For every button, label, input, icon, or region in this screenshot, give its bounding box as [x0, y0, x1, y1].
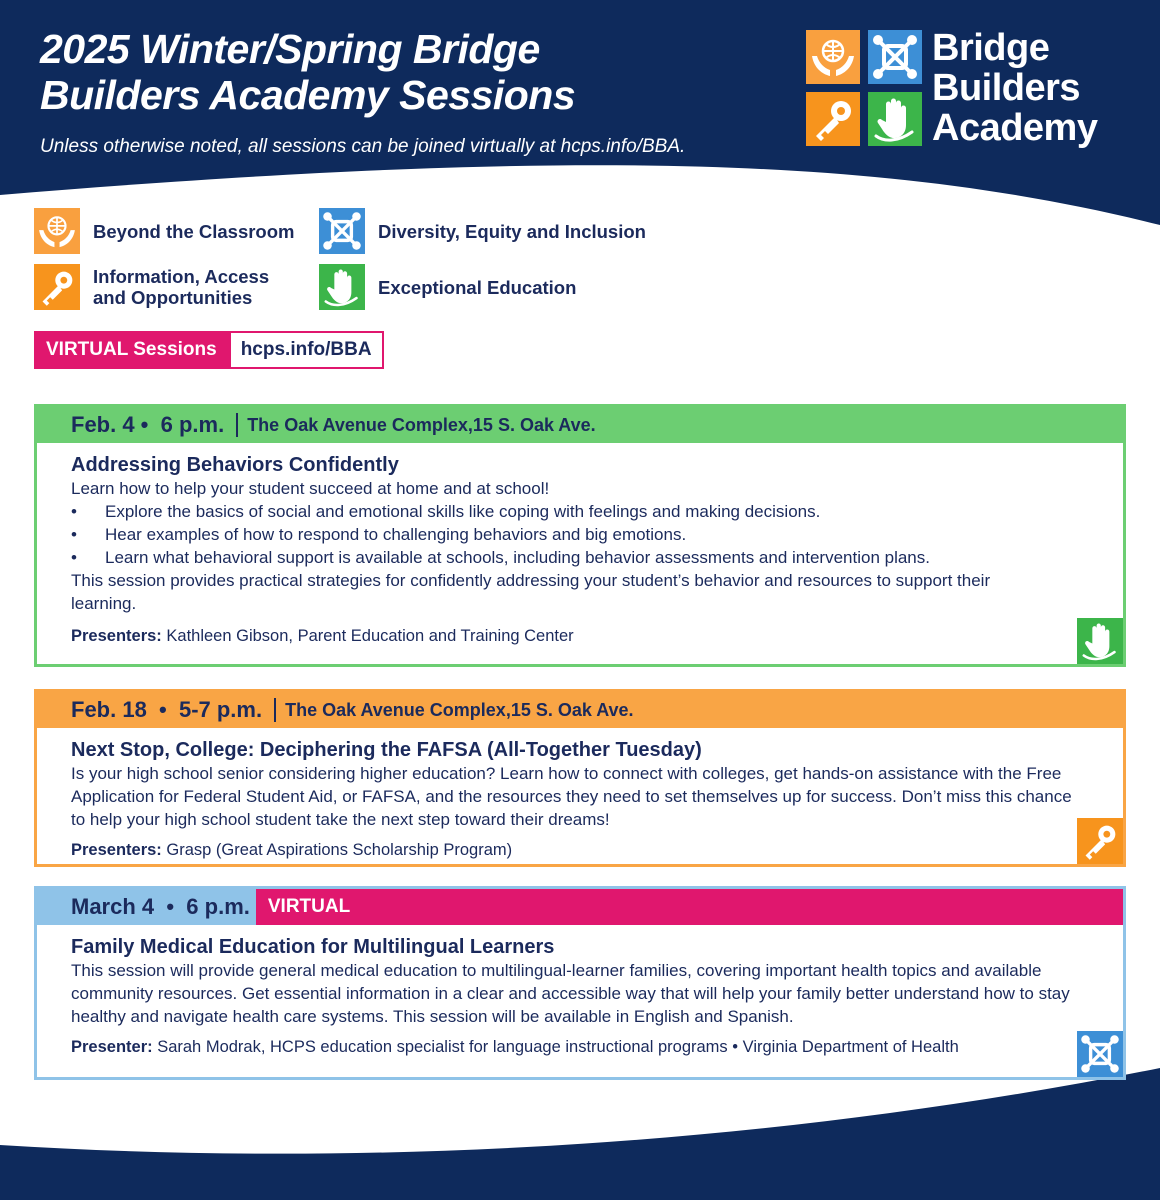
puzzle-people-icon [1077, 1031, 1123, 1077]
legend-label-line-1: Information, Access [93, 266, 270, 287]
globe-hands-icon [806, 30, 860, 84]
session-title: Addressing Behaviors Confidently [71, 454, 399, 476]
legend-exceptional-education [319, 264, 576, 310]
session-title: Family Medical Education for Multilingual Learners [71, 936, 555, 958]
bullet-item: • Hear examples of how to respond to challenging behaviors and big emotions. [71, 523, 1123, 546]
presenters-names: Grasp (Great Aspirations Scholarship Program) [161, 841, 513, 859]
key-icon [34, 264, 80, 310]
bullet-item: • Explore the basics of social and emotional skills like coping with feelings and making decisions. [71, 500, 1123, 523]
session-body [37, 728, 1123, 861]
session-description: Is your high school senior considering higher education? Learn how to connect with colleges, get hands-on assistance with the Free Application for Federal Student Aid, or FAFSA, and the resources they need to set themselves up for success. Don’t miss this chance to help your high school student take the next step toward their dreams! [71, 764, 1072, 829]
globe-hands-icon [34, 208, 80, 254]
virtual-sessions-link[interactable]: hcps.info/BBA [229, 331, 384, 369]
presenters-names: Kathleen Gibson, Parent Education and Training Center [161, 627, 574, 645]
session-card-feb-4 [34, 404, 1126, 667]
presenters-label: Presenter: [71, 1038, 153, 1056]
session-location: The Oak Avenue Complex,15 S. Oak Ave. [285, 699, 634, 720]
hand-icon [1077, 618, 1123, 664]
legend-label: Beyond the Classroom [93, 220, 295, 242]
logo-line-2: Builders [932, 67, 1081, 109]
presenters-names: Sarah Modrak, HCPS education specialist for language instructional programs • Virginia Department of Health [152, 1038, 959, 1056]
session-intro: Learn how to help your student succeed at home and at school! [71, 479, 550, 498]
session-body [37, 443, 1123, 647]
session-card-feb-18 [34, 689, 1126, 867]
header-separator [274, 698, 276, 722]
legend-label: Diversity, Equity and Inclusion [378, 220, 646, 242]
title-line-2: Builders Academy Sessions [40, 72, 576, 118]
session-date: March 4 • 6 p.m. [71, 894, 250, 919]
header-separator [236, 413, 238, 437]
legend-diversity [319, 208, 646, 254]
puzzle-people-icon [319, 208, 365, 254]
title-line-1: 2025 Winter/Spring Bridge [40, 26, 540, 72]
session-header [37, 692, 1123, 728]
legend-label: Exceptional Education [378, 276, 577, 298]
key-icon [806, 92, 860, 146]
hand-icon [319, 264, 365, 310]
puzzle-people-icon [868, 30, 922, 84]
session-presenters [71, 625, 1123, 647]
hand-icon [868, 92, 922, 146]
session-outro: This session provides practical strategies for confidently addressing your student’s behavior and resources to support their learning. [71, 571, 991, 613]
page-subtitle: Unless otherwise noted, all sessions can be joined virtually at hcps.info/BBA. [40, 136, 686, 157]
legend-information-access [34, 264, 269, 310]
key-icon [1077, 818, 1123, 864]
session-date: Feb. 18 • 5-7 p.m. [71, 697, 263, 722]
legend-label [93, 266, 269, 308]
session-presenters [71, 1036, 1123, 1058]
logo-mark [806, 30, 922, 146]
session-date: Feb. 4 • 6 p.m. [71, 412, 225, 437]
session-location: The Oak Avenue Complex,15 S. Oak Ave. [247, 414, 596, 435]
legend-beyond-classroom [34, 208, 295, 254]
session-presenters [71, 839, 1123, 861]
bullet-item: • Learn what behavioral support is available at schools, including behavior assessments and intervention plans. [71, 546, 1123, 569]
logo-line-1: Bridge [932, 27, 1050, 69]
virtual-badge: VIRTUAL [256, 889, 1123, 925]
virtual-sessions-tag [34, 331, 384, 369]
presenters-label: Presenters: [71, 841, 162, 859]
session-description: This session will provide general medical education to multilingual-learner families, covering important health topics and available community resources. Get essential information in a clear and accessible way that will help your family better understand how to stay healthy and navigate health care systems. This session will be available in English and Spanish. [71, 961, 1070, 1026]
session-header [37, 407, 1123, 443]
logo-line-3: Academy [932, 107, 1098, 149]
presenters-label: Presenters: [71, 627, 162, 645]
session-bullets [71, 500, 1123, 569]
page-title [40, 26, 575, 118]
virtual-sessions-label: VIRTUAL Sessions [34, 331, 229, 369]
session-card-march-4 [34, 886, 1126, 1080]
session-body [37, 925, 1123, 1058]
session-title: Next Stop, College: Deciphering the FAFSA (All-Together Tuesday) [71, 739, 702, 761]
session-header [37, 889, 1123, 925]
legend-label-line-2: and Opportunities [93, 287, 253, 308]
logo-wordmark [932, 28, 1097, 148]
